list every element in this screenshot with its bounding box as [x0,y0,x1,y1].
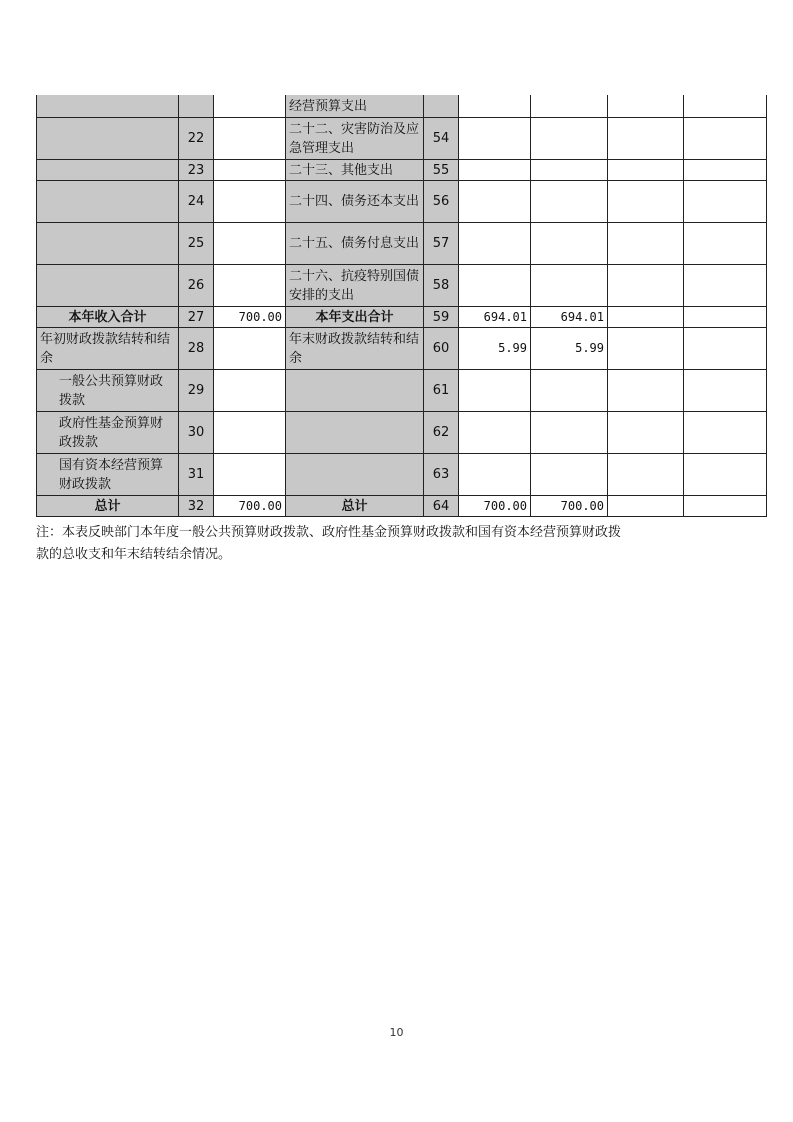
amount-cell: 694.01 [459,307,531,328]
amount-cell [531,95,608,118]
expense-line-cell: 63 [424,454,459,496]
table-row [37,328,767,370]
income-line-cell: 28 [179,328,214,370]
amount-cell: 694.01 [531,307,608,328]
amount-cell [684,95,767,118]
table-row [37,307,767,328]
amount-cell [531,412,608,454]
amount-cell [531,370,608,412]
income-line-cell: 26 [179,265,214,307]
amount-cell [608,181,684,223]
table-row [37,496,767,517]
amount-cell: 5.99 [459,328,531,370]
amount-cell [459,412,531,454]
expense-item-cell: 二十四、债务还本支出 [286,181,424,223]
table-row [37,412,767,454]
income-amount-cell [214,370,286,412]
amount-cell: 700.00 [459,496,531,517]
income-item-cell: 一般公共预算财政拨款 [37,370,179,412]
amount-cell [608,496,684,517]
income-total-label: 本年收入合计 [37,307,179,328]
amount-cell [531,160,608,181]
income-amount-cell [214,412,286,454]
amount-cell [608,328,684,370]
expense-line-cell: 58 [424,265,459,307]
table-note: 注：本表反映部门本年度一般公共预算财政拨款、政府性基金预算财政拨款和国有资本经营预算财政拨 款的总收支和年末结转结余情况。 [36,525,622,562]
expense-line-cell: 61 [424,370,459,412]
income-amount-cell [214,223,286,265]
amount-cell [684,328,767,370]
amount-cell [608,370,684,412]
income-line-cell [179,95,214,118]
amount-cell [459,370,531,412]
amount-cell [531,223,608,265]
expense-line-cell: 56 [424,181,459,223]
amount-cell [531,265,608,307]
amount-cell [608,412,684,454]
income-line-cell: 24 [179,181,214,223]
expense-line-cell [424,95,459,118]
amount-cell [684,370,767,412]
income-line-cell: 31 [179,454,214,496]
expense-item-cell [286,454,424,496]
amount-cell [608,95,684,118]
expense-item-cell: 年末财政拨款结转和结余 [286,328,424,370]
expense-total-label: 本年支出合计 [286,307,424,328]
income-line-cell: 22 [179,118,214,160]
amount-cell [684,118,767,160]
amount-cell [531,454,608,496]
amount-cell [608,454,684,496]
page-number: 10 [389,1026,404,1039]
income-line-cell: 25 [179,223,214,265]
amount-cell [684,160,767,181]
amount-cell [459,181,531,223]
income-line-cell: 27 [179,307,214,328]
expense-item-cell: 二十二、灾害防治及应急管理支出 [286,118,424,160]
expense-item-cell [286,370,424,412]
income-line-cell: 30 [179,412,214,454]
table-row [37,95,767,118]
amount-cell [459,223,531,265]
amount-cell [531,181,608,223]
amount-cell [459,160,531,181]
amount-cell [608,223,684,265]
table-row [37,370,767,412]
expense-item-cell: 经营预算支出 [286,95,424,118]
amount-cell: 5.99 [531,328,608,370]
income-item-cell [37,265,179,307]
amount-cell [684,454,767,496]
income-item-cell [37,118,179,160]
amount-cell: 700.00 [531,496,608,517]
expense-line-cell: 55 [424,160,459,181]
income-item-cell [37,160,179,181]
income-amount-cell [214,454,286,496]
table-row [37,454,767,496]
income-item-cell: 年初财政拨款结转和结余 [37,328,179,370]
amount-cell [684,307,767,328]
budget-table [36,95,767,517]
table-row [37,118,767,160]
income-item-cell [37,181,179,223]
expense-item-cell: 二十六、抗疫特别国债安排的支出 [286,265,424,307]
amount-cell [608,265,684,307]
amount-cell [684,412,767,454]
table-row [37,265,767,307]
income-amount-cell [214,265,286,307]
income-item-cell [37,95,179,118]
income-amount-cell: 700.00 [214,496,286,517]
income-amount-cell [214,181,286,223]
expense-line-cell: 62 [424,412,459,454]
table-row [37,160,767,181]
expense-item-cell: 二十五、债务付息支出 [286,223,424,265]
expense-line-cell: 59 [424,307,459,328]
grand-total-label: 总计 [286,496,424,517]
expense-line-cell: 60 [424,328,459,370]
expense-item-cell: 二十三、其他支出 [286,160,424,181]
amount-cell [459,95,531,118]
income-amount-cell [214,160,286,181]
amount-cell [608,307,684,328]
amount-cell [684,223,767,265]
income-amount-cell [214,95,286,118]
table-row [37,223,767,265]
income-line-cell: 32 [179,496,214,517]
amount-cell [459,118,531,160]
amount-cell [684,265,767,307]
amount-cell [459,265,531,307]
amount-cell [608,160,684,181]
income-item-cell: 国有资本经营预算财政拨款 [37,454,179,496]
amount-cell [684,496,767,517]
income-amount-cell: 700.00 [214,307,286,328]
income-line-cell: 29 [179,370,214,412]
income-line-cell: 23 [179,160,214,181]
expense-line-cell: 54 [424,118,459,160]
table-row [37,181,767,223]
grand-total-label: 总计 [37,496,179,517]
expense-item-cell [286,412,424,454]
amount-cell [684,181,767,223]
expense-line-cell: 64 [424,496,459,517]
amount-cell [531,118,608,160]
income-amount-cell [214,118,286,160]
income-amount-cell [214,328,286,370]
amount-cell [608,118,684,160]
amount-cell [459,454,531,496]
expense-line-cell: 57 [424,223,459,265]
income-item-cell: 政府性基金预算财政拨款 [37,412,179,454]
income-item-cell [37,223,179,265]
